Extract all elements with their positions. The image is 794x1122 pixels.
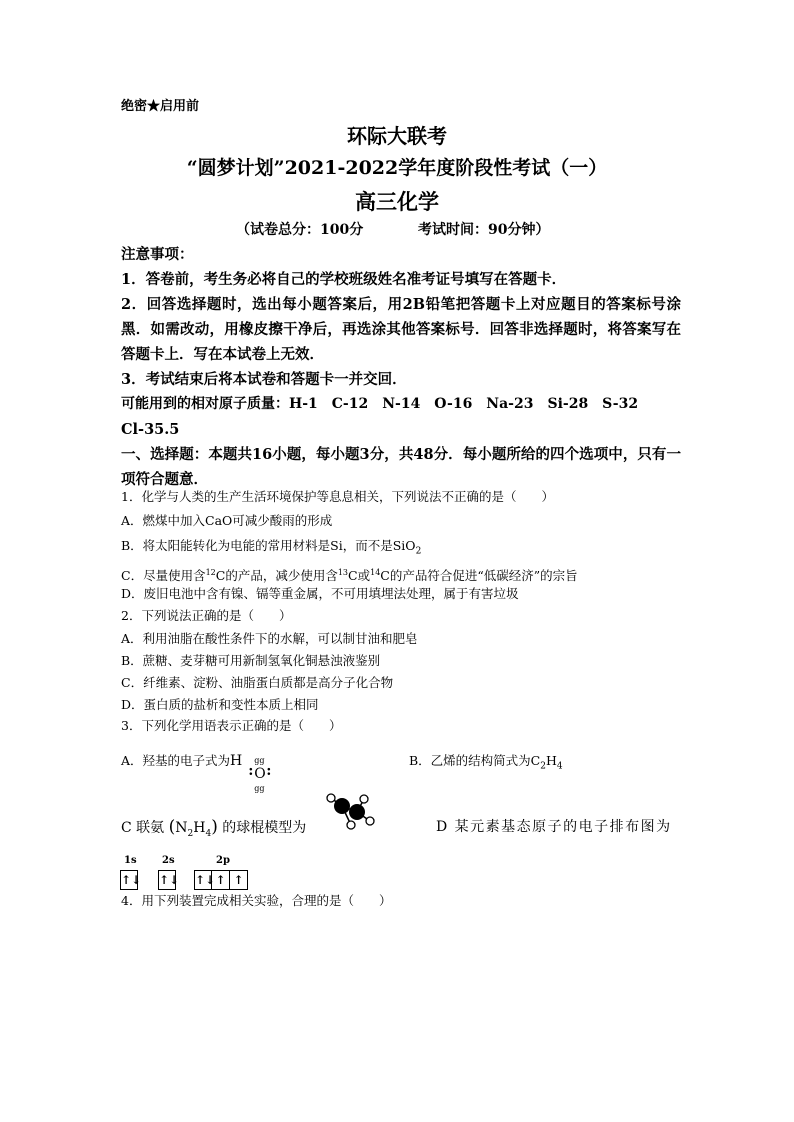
secret-label: 绝密★启用前 <box>121 99 200 114</box>
q3-c-sub-2: 4 <box>205 828 212 839</box>
h-atom-3 <box>366 817 374 825</box>
q3-b-sub-2: 4 <box>556 761 563 772</box>
orbital-box-1s: ↑↓ <box>120 870 138 890</box>
paren-open: ( <box>168 817 176 837</box>
q2-option-a: A．利用油脂在酸性条件下的水解，可以制甘油和肥皂 <box>121 631 418 646</box>
orbital-label-2s: 2s <box>162 855 175 866</box>
note-item-2: 2．回答选择题时，选出每小题答案后，用2B铅笔把答题卡上对应题目的答案标号涂黑．如需改动，用橡皮擦干净后，再选涂其他答案标号．回答非选择题时，将答案写在答题卡上．写在本试卷上无效． <box>121 296 681 363</box>
q3-c-post: 的球棍模型为 <box>222 820 307 836</box>
subject-title: 高三化学 <box>355 189 439 214</box>
q1-c-text-4: C的产品符合促进“低碳经济”的宗旨 <box>380 568 578 584</box>
q1-b-text: B．将太阳能转化为电能的常用材料是Si，而不是SiO <box>121 538 416 553</box>
n-atom-2 <box>349 804 365 820</box>
q1-c-text-3: C或 <box>348 568 371 584</box>
q1-option-c <box>121 564 578 585</box>
q1-c-sup-2: 13 <box>337 568 349 577</box>
total-score: （试卷总分：100分 <box>236 222 364 238</box>
paren-close: ) <box>211 817 218 837</box>
q1-c-text-1: C．尽量使用含 <box>121 568 206 584</box>
q3-b-text: B．乙烯的结构简式为C <box>409 753 541 768</box>
q1-c-sup-1: 12 <box>205 568 216 577</box>
dots-bottom: gg <box>254 784 265 793</box>
orbital-label-2p: 2p <box>216 855 230 866</box>
n-atom-1 <box>334 798 350 814</box>
orbital-2s <box>158 855 180 890</box>
q4-stem: 4．用下列装置完成相关实验，合理的是（ ） <box>121 893 392 908</box>
q3-c-n: N <box>175 820 188 836</box>
q3-c-h: H <box>193 820 206 836</box>
hydrazine-ball-stick-model <box>318 790 388 838</box>
exam-org: 环际大联考 <box>347 124 447 148</box>
q3-option-d: D 某元素基态原子的电子排布图为 <box>436 819 672 835</box>
q2-option-c: C．纤维素、淀粉、油脂蛋白质都是高分子化合物 <box>121 675 394 690</box>
orbital-1s <box>120 855 142 890</box>
section1-intro: 一、选择题：本题共16小题，每小题3分，共48分．每小题所给的四个选项中，只有一项符合题意． <box>121 446 681 488</box>
notes-heading: 注意事项： <box>121 246 194 263</box>
q1-option-b <box>121 537 421 561</box>
q3-b-h: H <box>546 753 557 768</box>
orbital-box-2p-1: ↑↓ <box>194 870 212 890</box>
q3-a-text: A．羟基的电子式为 <box>121 753 231 768</box>
q1-stem: 1．化学与人类的生产生活环境保护等息息相关，下列说法不正确的是（ ） <box>121 489 554 504</box>
time-limit: 考试时间：90分钟） <box>418 222 550 238</box>
atomic-masses: 可能用到的相对原子质量：H-1 C-12 N-14 O-16 Na-23 Si-28 S-32 <box>121 396 639 412</box>
q3-c-sub-1: 2 <box>187 828 194 839</box>
h-atom-4 <box>360 795 368 803</box>
note-item-3: 3．考试结束后将本试卷和答题卡一并交回． <box>121 371 407 388</box>
q2-option-d: D．蛋白质的盐析和变性本质上相同 <box>121 697 319 712</box>
q3-a-o: O <box>254 766 266 782</box>
atomic-masses-cont: Cl-35.5 <box>121 421 180 438</box>
q3-option-c <box>121 818 306 843</box>
colon-right: : <box>266 763 272 779</box>
dots-top: gg <box>254 756 265 765</box>
q3-stem: 3．下列化学用语表示正确的是（ ） <box>121 718 342 733</box>
orbital-box-2p-2: ↑ <box>212 870 230 890</box>
q1-c-text-2: C的产品，减少使用含 <box>215 568 338 584</box>
q3-b-sub-1: 2 <box>540 761 546 772</box>
h-atom-2 <box>347 821 355 829</box>
q1-option-d: D．废旧电池中含有镍、镉等重金属，不可用填埋法处理，属于有害垃圾 <box>121 586 519 601</box>
orbital-box-2s: ↑↓ <box>158 870 176 890</box>
q2-stem: 2．下列说法正确的是（ ） <box>121 608 292 623</box>
q3-option-b <box>409 752 563 776</box>
q3-option-a <box>121 752 276 793</box>
orbital-label-1s: 1s <box>124 855 137 866</box>
note-item-1: 1．答卷前，考生务必将自己的学校班级姓名准考证号填写在答题卡． <box>121 271 567 288</box>
colon-left: : <box>248 763 254 779</box>
q1-option-a: A．燃煤中加入CaO可减少酸雨的形成 <box>121 513 333 528</box>
q1-b-subscript: 2 <box>415 546 422 557</box>
orbital-2p <box>194 855 248 890</box>
q1-c-sup-3: 14 <box>370 568 381 577</box>
orbital-box-2p-3: ↑ <box>230 870 248 890</box>
q3-c-text: C 联氨 <box>121 820 165 836</box>
exam-title: “圆梦计划”2021-2022学年度阶段性考试（一） <box>186 157 608 179</box>
q3-a-h: H <box>230 753 243 769</box>
q2-option-b: B．蔗糖、麦芽糖可用新制氢氧化铜悬浊液鉴别 <box>121 653 381 668</box>
h-atom-1 <box>327 794 335 802</box>
